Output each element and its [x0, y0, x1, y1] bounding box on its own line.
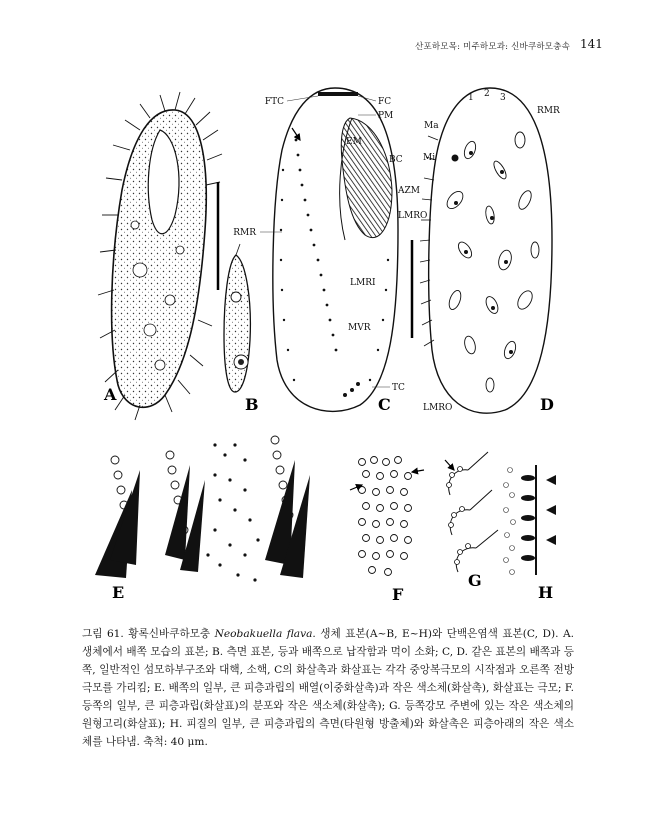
label-lmri: LMRI	[350, 278, 376, 288]
panel-d-drawing	[420, 88, 552, 413]
label-kinety-3: 3	[500, 93, 506, 103]
panel-a-drawing	[98, 92, 222, 420]
label-tc: TC	[392, 383, 405, 393]
label-ma: Ma	[424, 121, 439, 131]
figure-caption	[82, 625, 574, 751]
panel-h-drawing	[504, 465, 557, 575]
panel-f-drawing	[350, 457, 424, 576]
label-rmr-d: RMR	[537, 106, 560, 116]
panel-letter-e: E	[112, 583, 125, 602]
label-em: EM	[346, 137, 362, 147]
label-ftc: FTC	[264, 97, 284, 107]
page-number: 141	[580, 37, 603, 51]
panel-letter-d: D	[540, 395, 554, 414]
label-pm: PM	[378, 111, 394, 121]
label-kinety-2: 2	[484, 89, 490, 99]
panel-letter-g: G	[468, 571, 482, 590]
label-rmr-c: RMR	[233, 228, 256, 238]
label-bc: BC	[389, 155, 403, 165]
panel-letter-a: A	[104, 385, 117, 404]
label-mi: Mi	[423, 153, 436, 163]
caption-common-name: 황록신바쿠하모충	[128, 628, 211, 640]
panel-e-drawing	[95, 436, 310, 582]
caption-text: . 생체 표본(A~B, E~H)와 단백은염색 표본(C, D). A. 생체에서 배쪽 모습의 표본; B. 측면 표본, 등과 배쪽으로 납작함과 먹이 소화; C, D. 같은 표본의 배쪽과 등쪽, 일반적인 섬모하부구조와 대핵, 소핵, C의 화살촉과 화살표는 각각 중앙복극모의 시작점과 오른쪽 전방극모를 가리킴; E. 배쪽의 일부, 큰 피층과립의 배열(이중화살촉)과 작은 색소체(화살촉), 화살표는 극모; F. 등쪽의 일부, 큰 피층과립(화살표)의 분포와 작은 색소체(화살촉); G. 등쪽강모 주변에 있는 작은 색소체의 원형고리(화살표); H. 피질의 일부, 큰 피층과립의 측면(타원형 방출체)와 화살촉은 피층아래의 작은 색소체를 나타냄. 축척: 40 μm.	[82, 628, 574, 748]
panel-letter-c: C	[378, 395, 391, 414]
label-lmro-c: LMRO	[398, 211, 428, 221]
label-azm: AZM	[398, 186, 420, 196]
label-mvr: MVR	[348, 323, 371, 333]
panel-g-drawing	[445, 452, 498, 572]
panel-letter-b: B	[245, 395, 259, 414]
label-lmro-d: LMRO	[423, 403, 453, 413]
panel-c-drawing	[273, 88, 398, 411]
panel-letter-f: F	[392, 585, 404, 604]
label-kinety-1: 1	[468, 93, 474, 103]
panel-letter-h: H	[538, 583, 554, 602]
panel-b-drawing	[224, 244, 250, 392]
label-fc: FC	[378, 97, 392, 107]
caption-figure-label: 그림 61.	[82, 628, 124, 640]
caption-species-name: Neobakuella flava	[214, 628, 313, 640]
running-title: 산포하모목: 미주하모과: 신바쿠하모충속	[415, 42, 570, 52]
